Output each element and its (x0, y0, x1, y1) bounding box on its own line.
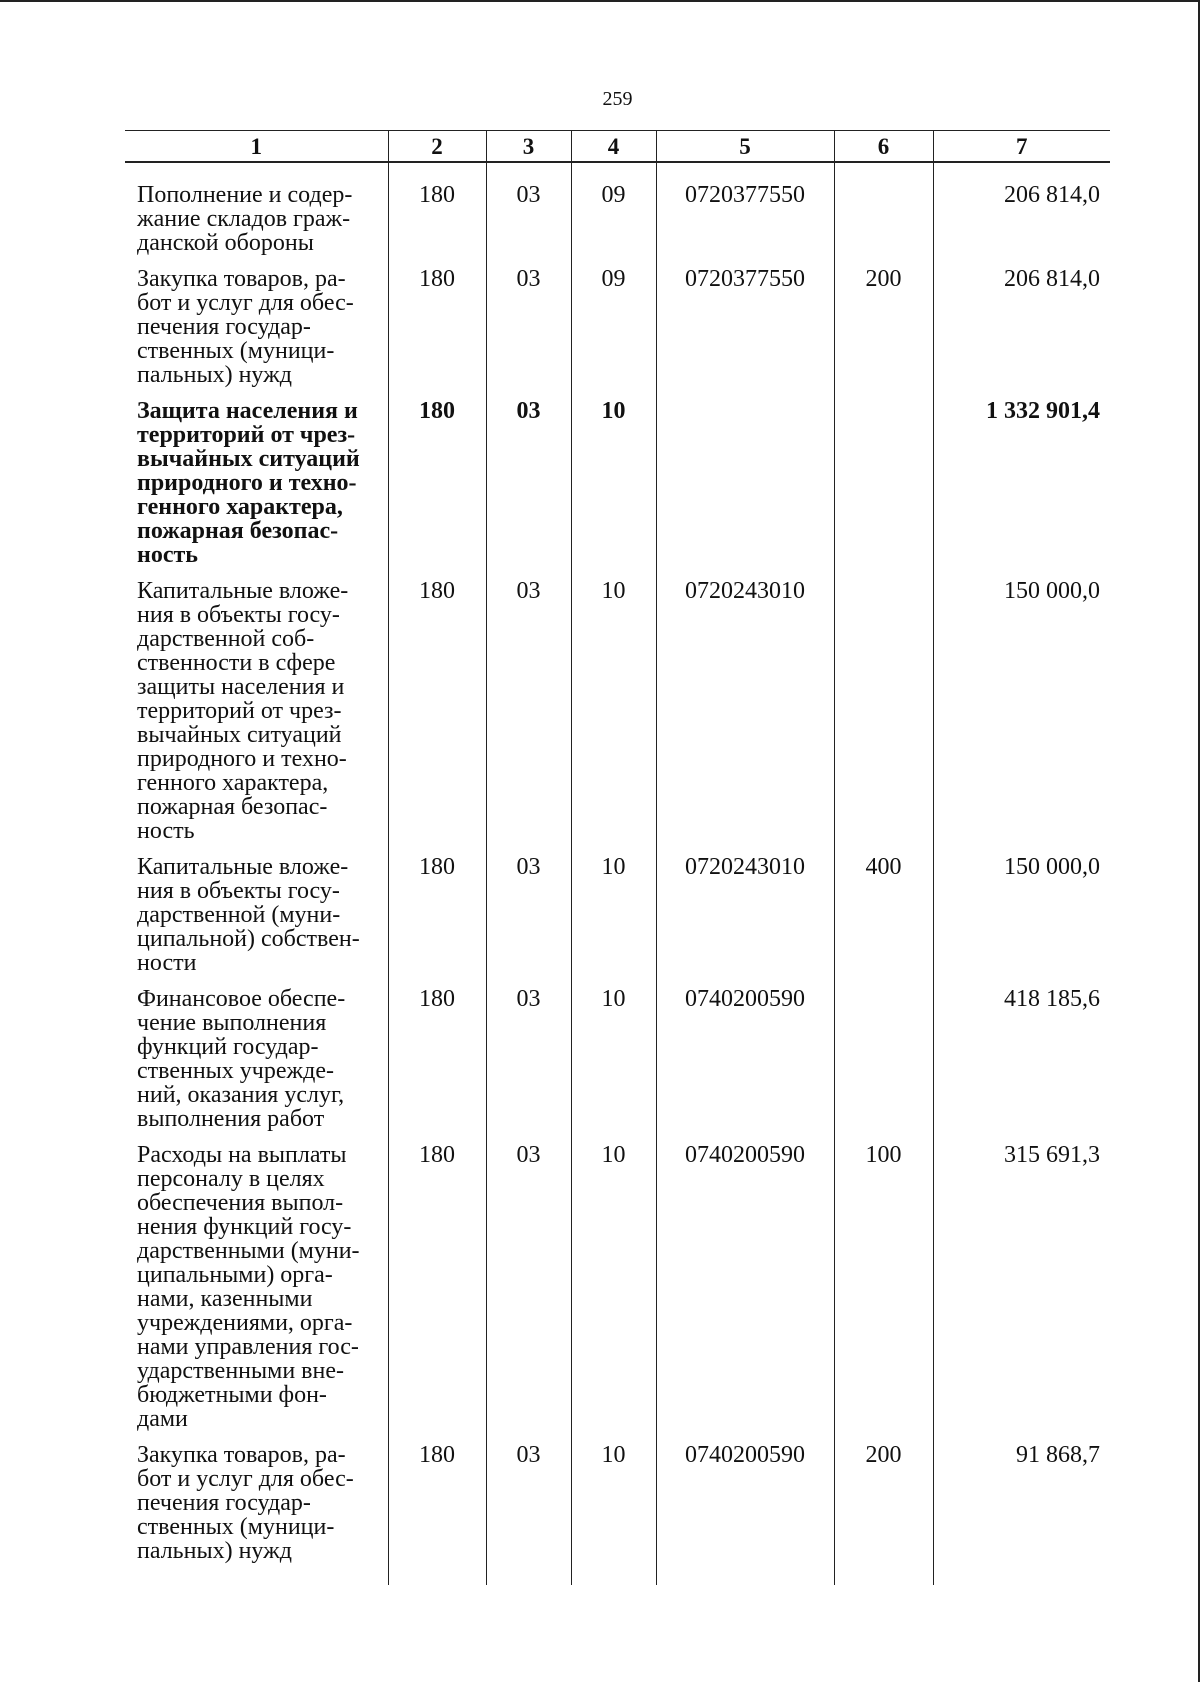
row-name-line: чение выполнения (137, 1010, 327, 1036)
row-col-3-cell: 03 (486, 987, 571, 1143)
row-name-line: генного характера, (137, 494, 343, 520)
row-col-4-cell: 10 (571, 1143, 656, 1443)
row-col-2-cell: 180 (388, 267, 486, 399)
row-col-5-cell: 0740200590 (656, 987, 834, 1143)
row-name-line: ственных (муници- (137, 338, 335, 364)
row-name-line: нения функций госу- (137, 1214, 352, 1240)
row-col-3-cell: 03 (486, 1443, 571, 1575)
row-name-line: вычайных ситуаций (137, 722, 342, 748)
table-row (125, 987, 1110, 1143)
row-name-line: ния в объекты госу- (137, 878, 340, 904)
row-col-2-cell: 180 (388, 579, 486, 855)
row-col-3-cell: 03 (486, 1143, 571, 1443)
row-col-5-cell: 0740200590 (656, 1443, 834, 1575)
row-col-2-cell: 180 (388, 399, 486, 579)
row-col-3-cell: 03 (486, 267, 571, 399)
row-name-line: бот и услуг для обес- (137, 1466, 354, 1492)
row-col-3-cell: 03 (486, 855, 571, 987)
row-name-line: пожарная безопас- (137, 794, 328, 820)
row-name-line: нами управления гос- (137, 1334, 359, 1360)
header-col-1: 1 (125, 131, 388, 163)
row-name-line: Финансовое обеспе- (137, 986, 346, 1012)
row-amount-cell: 1 332 901,4 (933, 399, 1110, 579)
row-col-2-cell: 180 (388, 1443, 486, 1575)
row-name-line: выполнения работ (137, 1106, 325, 1132)
table-row (125, 1443, 1110, 1575)
row-col-4-cell: 10 (571, 855, 656, 987)
row-name-line: пожарная безопас- (137, 518, 339, 544)
row-name-line: ственных (муници- (137, 1514, 335, 1540)
row-name-line: учреждениями, орга- (137, 1310, 353, 1336)
filler-row (125, 1575, 1110, 1585)
row-name-line: нами, казенными (137, 1286, 313, 1312)
row-name-line: дарственными (муни- (137, 1238, 360, 1264)
row-name-line: территорий от чрез- (137, 422, 356, 448)
row-name-line: ударственными вне- (137, 1358, 344, 1384)
row-col-3-cell: 03 (486, 183, 571, 267)
row-name-line: функций государ- (137, 1034, 319, 1060)
row-col-6-cell (834, 987, 933, 1143)
row-name-cell (125, 1143, 388, 1443)
row-name-cell (125, 183, 388, 267)
row-col-6-cell: 200 (834, 1443, 933, 1575)
row-col-2-cell: 180 (388, 987, 486, 1143)
row-col-3-cell: 03 (486, 579, 571, 855)
row-name-line: ность (137, 542, 198, 568)
row-amount-cell: 206 814,0 (933, 183, 1110, 267)
table-row (125, 183, 1110, 267)
row-name-line: ственных учрежде- (137, 1058, 334, 1084)
table-row (125, 399, 1110, 579)
row-name-line: генного характера, (137, 770, 329, 796)
row-name-line: печения государ- (137, 314, 311, 340)
row-col-6-cell (834, 579, 933, 855)
row-name-line: Капитальные вложе- (137, 854, 349, 880)
row-name-cell (125, 987, 388, 1143)
row-col-6-cell: 100 (834, 1143, 933, 1443)
row-name-cell (125, 579, 388, 855)
table-header (125, 131, 1110, 163)
row-name-line: ний, оказания услуг, (137, 1082, 345, 1108)
table-row (125, 855, 1110, 987)
row-col-6-cell (834, 183, 933, 267)
table-row (125, 579, 1110, 855)
row-col-2-cell: 180 (388, 1143, 486, 1443)
row-name-line: ципальными) орга- (137, 1262, 333, 1288)
row-name-line: защиты населения и (137, 674, 345, 700)
row-name-line: Расходы на выплаты (137, 1142, 347, 1168)
row-col-4-cell: 10 (571, 579, 656, 855)
row-name-line: обеспечения выпол- (137, 1190, 344, 1216)
row-col-6-cell: 200 (834, 267, 933, 399)
row-name-line: территорий от чрез- (137, 698, 342, 724)
row-col-6-cell (834, 399, 933, 579)
row-name-line: ность (137, 818, 195, 844)
row-amount-cell: 315 691,3 (933, 1143, 1110, 1443)
header-col-2: 2 (388, 131, 486, 163)
row-name-line: Закупка товаров, ра- (137, 1442, 346, 1468)
row-name-line: ности (137, 950, 197, 976)
row-col-5-cell (656, 399, 834, 579)
row-name-cell (125, 399, 388, 579)
row-name-line: печения государ- (137, 1490, 311, 1516)
row-name-line: дами (137, 1406, 188, 1432)
row-name-line: природного и техно- (137, 746, 347, 772)
row-name-line: Защита населения и (137, 398, 358, 424)
row-col-4-cell: 09 (571, 267, 656, 399)
row-col-5-cell: 0720243010 (656, 855, 834, 987)
row-name-line: жание складов граж- (137, 206, 351, 232)
header-col-6: 6 (834, 131, 933, 163)
row-col-5-cell: 0720377550 (656, 183, 834, 267)
row-amount-cell: 206 814,0 (933, 267, 1110, 399)
row-amount-cell: 150 000,0 (933, 855, 1110, 987)
header-col-5: 5 (656, 131, 834, 163)
row-col-5-cell: 0740200590 (656, 1143, 834, 1443)
row-name-line: ципальной) собствен- (137, 926, 360, 952)
table-row (125, 1143, 1110, 1443)
row-col-4-cell: 09 (571, 183, 656, 267)
spacer-row (125, 162, 1110, 183)
row-name-line: пальных) нужд (137, 362, 292, 388)
budget-table (125, 130, 1110, 1585)
row-name-line: бюджетными фон- (137, 1382, 327, 1408)
row-name-line: ственности в сфере (137, 650, 336, 676)
table-body (125, 162, 1110, 1585)
row-col-2-cell: 180 (388, 855, 486, 987)
row-name-line: вычайных ситуаций (137, 446, 360, 472)
row-col-4-cell: 10 (571, 987, 656, 1143)
row-name-line: данской обороны (137, 230, 314, 256)
row-col-5-cell: 0720243010 (656, 579, 834, 855)
header-col-3: 3 (486, 131, 571, 163)
row-name-line: природного и техно- (137, 470, 357, 496)
row-name-line: пальных) нужд (137, 1538, 292, 1564)
page-number: 259 (602, 88, 633, 110)
row-name-line: дарственной соб- (137, 626, 315, 652)
row-name-cell (125, 855, 388, 987)
header-col-4: 4 (571, 131, 656, 163)
row-name-line: ния в объекты госу- (137, 602, 340, 628)
row-col-3-cell: 03 (486, 399, 571, 579)
row-col-4-cell: 10 (571, 399, 656, 579)
row-amount-cell: 150 000,0 (933, 579, 1110, 855)
row-name-cell (125, 1443, 388, 1575)
row-name-line: дарственной (муни- (137, 902, 341, 928)
row-amount-cell: 91 868,7 (933, 1443, 1110, 1575)
row-name-line: Пополнение и содер- (137, 182, 353, 208)
table-row (125, 267, 1110, 399)
row-name-line: Капитальные вложе- (137, 578, 349, 604)
row-col-5-cell: 0720377550 (656, 267, 834, 399)
budget-table-container (125, 130, 1110, 1563)
header-col-7: 7 (933, 131, 1110, 163)
row-col-4-cell: 10 (571, 1443, 656, 1575)
row-name-line: персоналу в целях (137, 1166, 325, 1192)
row-name-line: бот и услуг для обес- (137, 290, 354, 316)
header-row (125, 131, 1110, 163)
row-name-cell (125, 267, 388, 399)
row-col-6-cell: 400 (834, 855, 933, 987)
row-amount-cell: 418 185,6 (933, 987, 1110, 1143)
row-name-line: Закупка товаров, ра- (137, 266, 346, 292)
row-col-2-cell: 180 (388, 183, 486, 267)
